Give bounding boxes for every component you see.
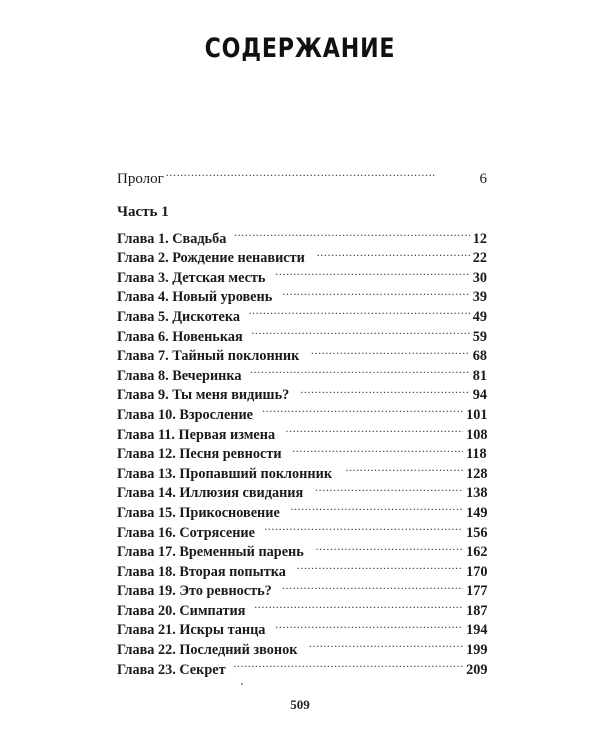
toc-entry-title: Глава 10. Взросление xyxy=(117,406,254,423)
toc-entry-title: Глава 16. Сотрясение xyxy=(117,524,255,541)
toc-entry-page: 59 xyxy=(472,328,487,345)
toc-entry-page: 30 xyxy=(472,269,487,286)
toc-entry-page: 138 xyxy=(465,485,487,502)
dot-leader xyxy=(297,556,463,576)
toc-entry-title: Глава 5. Дискотека xyxy=(117,308,240,325)
toc-entry-title: Глава 7. Тайный поклонник xyxy=(117,348,300,365)
toc-entry-page: 49 xyxy=(472,308,487,325)
toc-entry-page: 162 xyxy=(465,544,487,561)
toc-entry-page: 199 xyxy=(465,642,487,659)
dot-leader xyxy=(251,321,470,341)
toc-entry-title: Глава 18. Вторая попытка xyxy=(117,563,286,580)
toc-entry-title: Глава 2. Рождение ненависти xyxy=(117,250,305,267)
dot-leader xyxy=(290,497,462,517)
toc-entry-title: Глава 23. Секрет xyxy=(117,661,226,678)
toc-entry-page: 81 xyxy=(472,367,487,384)
toc-entry-page: 68 xyxy=(472,348,487,365)
toc-row-chapter xyxy=(117,223,487,247)
toc-entry-title: Глава 6. Новенькая xyxy=(117,328,243,345)
toc-entry-page: 149 xyxy=(465,504,487,521)
toc-entry-page: 39 xyxy=(472,289,487,306)
toc-entry-page: 118 xyxy=(466,446,487,463)
toc-entry-page: 6 xyxy=(479,170,487,187)
dot-leader xyxy=(315,478,462,498)
dot-leader xyxy=(264,517,462,537)
toc-entry-title: Пролог xyxy=(117,170,164,187)
toc-entry-page: 170 xyxy=(465,563,487,580)
toc-entry-title: Глава 12. Песня ревности xyxy=(117,446,282,463)
dot-leader xyxy=(275,262,470,282)
toc-entry-page: 209 xyxy=(465,661,487,678)
dot-leader xyxy=(254,595,462,615)
toc-entry-page: 108 xyxy=(465,426,487,443)
contents-heading: СОДЕРЖАНИЕ xyxy=(204,33,396,64)
dot-leader xyxy=(300,380,470,400)
toc-entry-title: Глава 9. Ты меня видишь? xyxy=(117,387,290,404)
dot-leader xyxy=(233,654,462,674)
toc-entry-page: 94 xyxy=(472,387,487,404)
dot-leader xyxy=(311,341,470,361)
dot-leader xyxy=(234,223,470,243)
dot-leader xyxy=(282,576,463,596)
toc-entry-title: Глава 11. Первая измена xyxy=(117,426,276,443)
toc-entry-title: Глава 13. Пропавший поклонник xyxy=(117,465,333,482)
toc-entry-page: 22 xyxy=(472,250,487,267)
dot-leader xyxy=(316,537,463,557)
toc-entry-title: Глава 22. Последний звонок xyxy=(117,642,298,659)
dot-leader xyxy=(248,301,470,321)
toc-entry-title: Глава 21. Искры танца xyxy=(117,622,266,639)
toc-entry-title: Глава 8. Вечеринка xyxy=(117,367,242,384)
toc-entry-page: 187 xyxy=(465,602,487,619)
dot-leader xyxy=(262,399,462,419)
page-number: 509 xyxy=(290,697,310,712)
toc-entry-page: 156 xyxy=(465,524,487,541)
toc-entry-title: Глава 17. Временный парень xyxy=(117,544,304,561)
dot-leader xyxy=(317,243,470,263)
toc-entry-title: Глава 3. Детская месть xyxy=(117,269,266,286)
toc-entry-title: Глава 4. Новый уровень xyxy=(117,289,273,306)
dot-leader xyxy=(292,439,463,459)
toc-entry-title: Глава 14. Иллюзия свидания xyxy=(117,485,304,502)
part-one-block xyxy=(117,202,487,678)
dot-leader xyxy=(285,419,462,439)
dot-leader xyxy=(166,163,478,183)
toc-entry-title: Глава 20. Симпатия xyxy=(117,602,246,619)
prologue-entry xyxy=(117,163,487,187)
toc-entry-page: 177 xyxy=(465,583,487,600)
toc-entry-title: Глава 15. Прикосновение xyxy=(117,504,280,521)
toc-entry-title: Глава 1. Свадьба xyxy=(117,230,227,247)
toc-entry-page: 128 xyxy=(465,465,487,482)
print-speck xyxy=(241,683,243,685)
dot-leader xyxy=(250,360,470,380)
toc-entry-page: 12 xyxy=(472,230,487,247)
dot-leader xyxy=(345,458,462,478)
chapter-list xyxy=(117,223,487,678)
dot-leader xyxy=(275,615,462,635)
dot-leader xyxy=(282,282,470,302)
dot-leader xyxy=(309,634,463,654)
toc-row-prologue xyxy=(117,163,487,187)
toc-entry-page: 101 xyxy=(465,406,487,423)
toc-entry-title: Глава 19. Это ревность? xyxy=(117,583,272,600)
toc-entry-page: 194 xyxy=(465,622,487,639)
part-title: Часть 1 xyxy=(117,204,169,220)
